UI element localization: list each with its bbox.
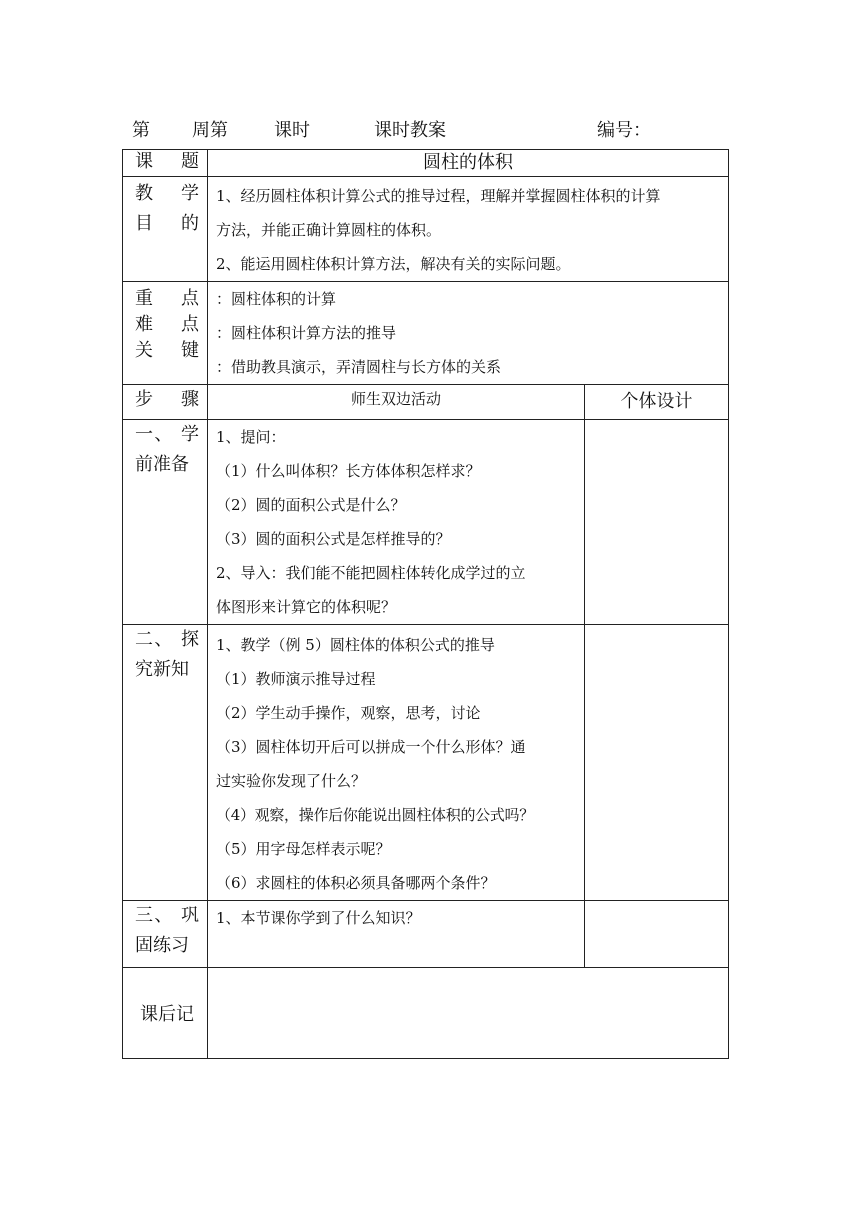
key-point-line: ：借助教具演示，弄清圆柱与长方体的关系	[216, 358, 502, 376]
topic-row	[123, 150, 729, 177]
design-header-cell	[585, 385, 729, 420]
objectives-label-cell	[123, 177, 208, 282]
key-label: 重 点	[135, 288, 199, 309]
step2-label-1: 二、 探	[135, 629, 199, 650]
step2-label-2: 究新知	[135, 659, 189, 680]
number-label: 编号：	[597, 120, 651, 141]
afterword-label: 课后记	[140, 1004, 194, 1025]
step1-content	[208, 420, 585, 625]
step1-design-cell	[585, 420, 729, 625]
step1-label-1: 一、 学	[135, 424, 199, 445]
step1-line: 1、提问：	[216, 428, 286, 446]
key-points-label-cell	[123, 282, 208, 385]
topic-label: 课 题	[135, 151, 199, 172]
step3-content	[208, 901, 585, 968]
key-point-line: ：圆柱体积计算方法的推导	[216, 324, 397, 342]
step1-line: 体图形来计算它的体积呢？	[216, 598, 397, 616]
objective-line: 1、经历圆柱体积计算公式的推导过程，理解并掌握圆柱体积的计算	[216, 187, 661, 205]
activity-header-cell	[208, 385, 585, 420]
step3-design-cell	[585, 901, 729, 968]
objective-line: 方法，并能正确计算圆柱的体积。	[216, 221, 442, 239]
topic-value-cell	[208, 150, 729, 177]
objectives-row	[123, 177, 729, 282]
step1-label-2: 前准备	[135, 454, 189, 475]
step2-line: （6）求圆柱的体积必须具备哪两个条件？	[216, 874, 496, 892]
step2-line: 1、教学（例 5）圆柱体的体积公式的推导	[216, 636, 495, 654]
document-header	[0, 116, 860, 140]
key-points-content	[208, 282, 729, 385]
objectives-content	[208, 177, 729, 282]
afterword-content	[208, 968, 729, 1059]
key-points-row	[123, 282, 729, 385]
step2-line: （2）学生动手操作，观察，思考，讨论	[216, 704, 481, 722]
objective-line: 2、能运用圆柱体积计算方法，解决有关的实际问题。	[216, 255, 571, 273]
week-prefix: 第	[132, 120, 150, 141]
steps-header-row	[123, 385, 729, 420]
crux-label: 关 键	[135, 340, 199, 361]
step3-label-cell	[123, 901, 208, 968]
step2-line: （3）圆柱体切开后可以拼成一个什么形体？通	[216, 738, 526, 756]
difficulty-label: 难 点	[135, 314, 199, 335]
steps-label: 步 骤	[135, 389, 199, 410]
step3-row	[123, 901, 729, 968]
step3-label-2: 固练习	[135, 935, 189, 956]
steps-label-cell	[123, 385, 208, 420]
step3-label-1: 三、 巩	[135, 905, 199, 926]
key-point-line: ：圆柱体积的计算	[216, 290, 337, 308]
step1-line: （2）圆的面积公式是什么？	[216, 496, 406, 514]
design-header: 个体设计	[620, 391, 693, 412]
topic-label-cell	[123, 150, 208, 177]
activity-header: 师生双边活动	[350, 390, 441, 408]
step1-line: （1）什么叫体积？长方体体积怎样求？	[216, 462, 481, 480]
step2-line: 过实验你发现了什么？	[216, 772, 367, 790]
step2-line: （5）用字母怎样表示呢？	[216, 840, 391, 858]
objectives-label-1: 教 学	[135, 183, 199, 204]
topic-value: 圆柱的体积	[423, 152, 513, 173]
step1-row	[123, 420, 729, 625]
lesson-plan-table	[122, 149, 729, 1059]
step1-label-cell	[123, 420, 208, 625]
objectives-label-2: 目 的	[135, 213, 199, 234]
step2-design-cell	[585, 625, 729, 901]
afterword-row	[123, 968, 729, 1059]
step1-line: （3）圆的面积公式是怎样推导的？	[216, 530, 451, 548]
step3-line: 1、本节课你学到了什么知识？	[216, 909, 421, 927]
afterword-label-cell	[123, 968, 208, 1059]
step2-label-cell	[123, 625, 208, 901]
plan-title: 课时教案	[374, 120, 446, 141]
step2-line: （4）观察，操作后你能说出圆柱体积的公式吗？	[216, 806, 534, 824]
period-label: 课时	[274, 120, 310, 141]
step2-content	[208, 625, 585, 901]
step1-line: 2、导入：我们能不能把圆柱体转化成学过的立	[216, 564, 526, 582]
step2-line: （1）教师演示推导过程	[216, 670, 376, 688]
week-mid: 周第	[192, 120, 228, 141]
step2-row	[123, 625, 729, 901]
